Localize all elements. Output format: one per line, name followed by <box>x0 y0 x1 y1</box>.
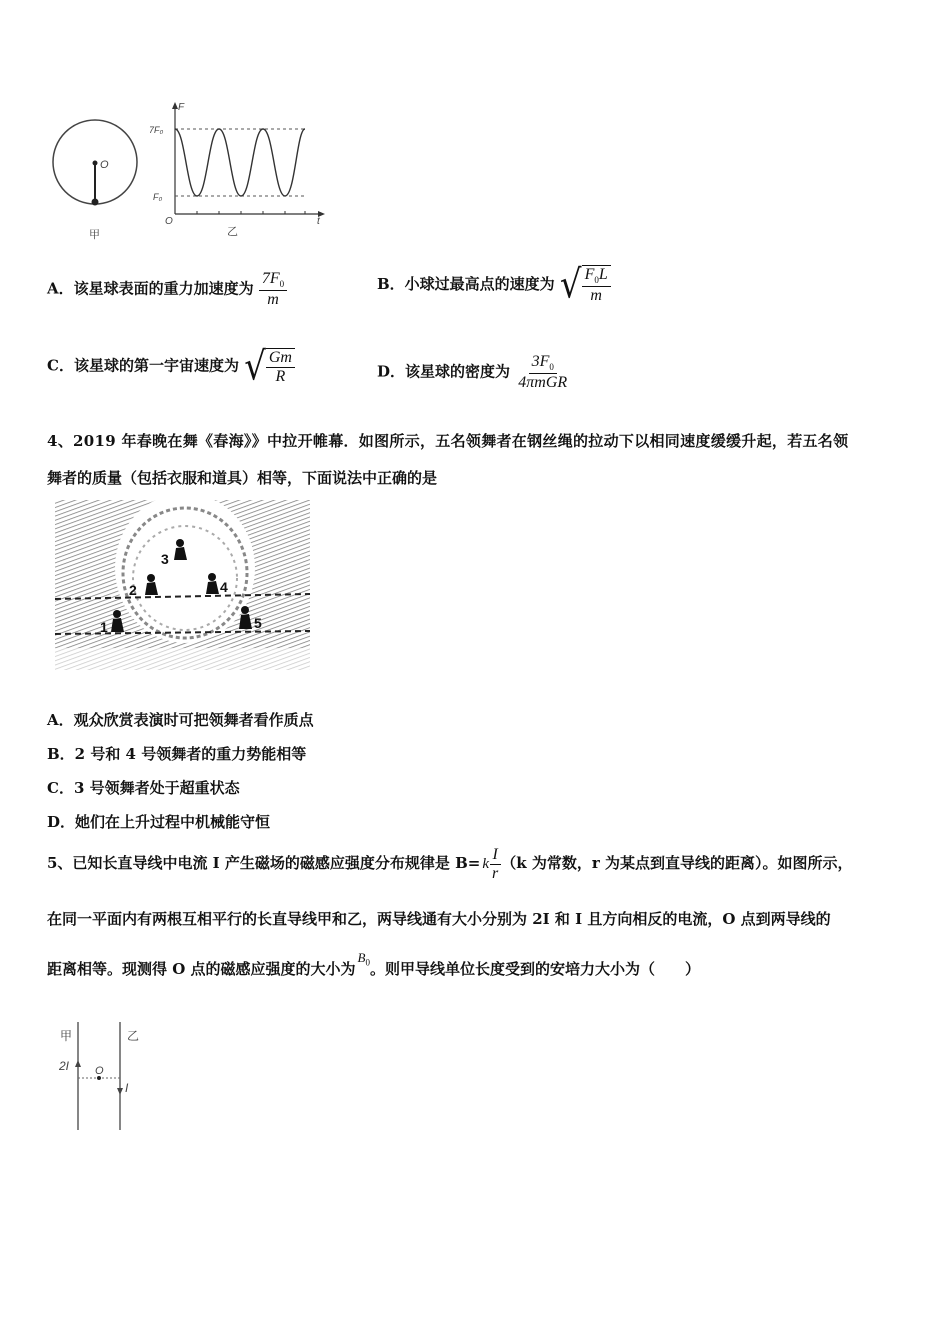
origin-label: O <box>165 216 173 227</box>
label-3: 3 <box>161 551 169 567</box>
dancers-photo <box>45 498 315 673</box>
option-d-label: D．该星球的密度为 <box>377 362 511 381</box>
option-d-fraction: $\frac{3F_0}{\text{4πmGR}}$ <box>518 353 568 392</box>
circle-caption: 甲 <box>89 229 100 241</box>
min-tick-label: F₀ <box>153 192 163 202</box>
option-d <box>377 353 570 392</box>
current-arrow-up <box>75 1060 81 1067</box>
figure-circle <box>45 110 145 245</box>
option-c <box>47 343 295 390</box>
x-axis-label: t <box>317 216 320 227</box>
y-axis-label: F <box>178 102 185 113</box>
option-a-label: A．该星球表面的重力加速度为 <box>47 279 254 298</box>
option-b-sqrt: √ $\frac{F_0L}{m}$ <box>560 265 611 305</box>
q5-stem-line2: 在同一平面内有两根互相平行的长直导线甲和乙，两导线通有大小分别为 2I 和 I 且方向相反的电流，O 点到两导线的 <box>47 910 831 928</box>
option-c-sqrt: √ $\frac{Gm}{R}$ <box>244 348 295 385</box>
option-b-label: B．小球过最高点的速度为 <box>377 274 555 293</box>
option-a <box>47 270 287 309</box>
q5-formula-fraction: $\frac{I}{r}$ <box>489 846 501 882</box>
wire-yi-label: 乙 <box>127 1029 140 1043</box>
force-curve <box>175 129 305 196</box>
label-1: 1 <box>100 619 108 635</box>
center-dot <box>93 161 98 166</box>
figure-force-graph <box>145 98 335 240</box>
label-2: 2 <box>129 582 137 598</box>
max-tick-label: 7F₀ <box>149 125 164 135</box>
option-a-fraction: $\frac{7F_0}{m}$ <box>259 270 287 309</box>
q4-option-c: C．3 号领舞者处于超重状态 <box>47 779 240 797</box>
point-o-label: O <box>95 1065 104 1077</box>
current-i-label: I <box>125 1081 129 1095</box>
q5-stem-line3: 距离相等。现测得 O 点的磁感应强度的大小为$B_0$。则甲导线单位长度受到的安培力大小为（ ） <box>47 950 700 978</box>
q4-stem-line2: 舞者的质量（包括衣服和道具）相等，下面说法中正确的是 <box>47 469 438 487</box>
q5-stem-line1: 5、已知长直导线中电流 I 产生磁场的磁感应强度分布规律是 B= k $\frac{I}{r}$ （k 为常数，r 为某点到直导线的距离）。如图所示， <box>47 846 853 882</box>
current-2i-label: 2I <box>59 1059 70 1073</box>
wire-jia-label: 甲 <box>60 1029 73 1043</box>
q4-option-a: A．观众欣赏表演时可把领舞者看作质点 <box>47 711 314 729</box>
label-4: 4 <box>220 579 228 595</box>
ball-dot <box>92 199 99 206</box>
option-c-label: C．该星球的第一宇宙速度为 <box>47 356 239 375</box>
wires-figure <box>50 1020 160 1135</box>
option-b <box>377 261 611 308</box>
q4-option-d: D．她们在上升过程中机械能守恒 <box>47 813 271 831</box>
current-arrow-down <box>117 1088 123 1095</box>
label-5: 5 <box>254 615 262 631</box>
q4-option-b: B．2 号和 4 号领舞者的重力势能相等 <box>47 745 307 763</box>
center-label: O <box>100 159 109 171</box>
graph-caption: 乙 <box>227 226 238 238</box>
q4-stem-line1: 4、2019 年春晚在舞《春海》》中拉开帷幕．如图所示，五名领舞者在钢丝绳的拉动下以相同速度缓缓升起，若五名领 <box>47 432 849 450</box>
